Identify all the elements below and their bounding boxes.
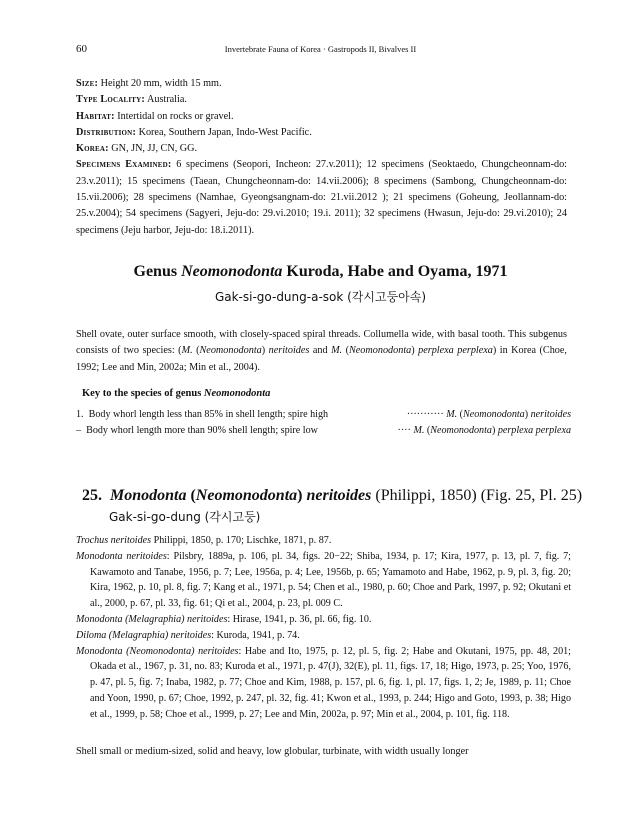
key-row: 1. Body whorl length less than 85% in shell length; spire high ··········· M. (Neomonodonta) neritoides	[76, 409, 571, 420]
species-heading: 25. Monodonta (Neomonodonta) neritoides (Philippi, 1850) (Fig. 25, Pl. 25)	[82, 487, 583, 504]
species-info-block	[76, 76, 567, 239]
korea-line: Korea: GN, JN, JJ, CN, GG.	[76, 143, 198, 155]
genus-korean-name: Gak-si-go-dung-a-sok (각시고둥아속)	[214, 290, 427, 304]
genus-description: Shell ovate, outer surface smooth, with closely-spaced spiral threads. Collumella wide, with basal tooth. This subgenus consists of two species: (M. (Neomonodonta) neritoides and M. (Neomonodonta) perplexa perplexa) in Korea (Choe, 1992; Lee and Min, 2002a; Min et al., 2004).	[76, 329, 567, 373]
synonymy-list	[76, 533, 571, 723]
size-line: Size: Height 20 mm, width 15 mm.	[76, 78, 222, 89]
distribution-line: Distribution: Korea, Southern Japan, Indo-West Pacific.	[76, 126, 312, 138]
habitat-line: Habitat: Intertidal on rocks or gravel.	[76, 110, 234, 122]
synonymy-entry: Trochus neritoides Philippi, 1850, p. 170; Lischke, 1871, p. 87.	[76, 535, 332, 546]
specimens-examined: Specimens Examined: 6 specimens (Seopori, Incheon: 27.v.2011); 12 specimens (Seoktaedo, Chungcheonnam-do: 23.v.2011); 15 specimens (Taean, Chungcheonnam-do: 14.vii.2006); 8 specimens (Sambong, Chungcheonnam-do: 15.vii.2006); 28 specimens (Namhae, Gyeongsangnam-do: 21.vii.2012 ); 21 specimens (Goheung, Jeollannam-do: 25.v.2004); 54 specimens (Sagyeri, Jeju-do: 29.vi.2010; 19.i. 2011); 32 specimens (Hwasun, Jeju-do: 29.vi.2010); 24 specimens (Jeju harbor, Jeju-do: 18.i.2011).	[76, 159, 568, 236]
page-number: 60	[76, 43, 87, 55]
synonymy-entry: Monodonta neritoides: Pilsbry, 1889a, p. 106, pl. 34, figs. 20−22; Shiba, 1934, p. 17; Kira, 1977, p. 13, pl. 7, fig. 7; Kawamoto and Tanabe, 1956, p. 7; Lee, 1956a, p. 4; Lee, 1956b, p. 65; Yamamoto and Habe, 1962, p. 9, pl. 3, fig. 20; Kira, 1962, p. 10, pl. 8, fig. 7; Kang et al., 1971, p. 54; Chen et al., 1980, p. 60; Choe and Park, 1997, p. 92; Okutani et al., 2000, p. 67, pl. 33, fig. 61; Qi et al., 2004, p. 23, pl. 009 C.	[76, 550, 571, 610]
key-title: Key to the species of genus Neomonodonta	[82, 388, 271, 399]
synonymy-entry: Diloma (Melagraphia) neritoides: Kuroda, 1941, p. 74.	[76, 629, 300, 641]
running-title: Invertebrate Fauna of Korea · Gastropods II, Bivalves II	[224, 44, 417, 54]
species-korean-name: Gak-si-go-dung (각시고둥)	[109, 510, 261, 524]
genus-heading: Genus Neomonodonta Kuroda, Habe and Oyama, 1971	[133, 263, 508, 280]
key-row: – Body whorl length more than 90% shell length; spire low ···· M. (Neomonodonta) perplexa perplexa	[76, 425, 571, 436]
species-description: Shell small or medium-sized, solid and heavy, low globular, turbinate, with width usually longer	[76, 746, 469, 757]
synonymy-entry: Monodonta (Melagraphia) neritoides: Hirase, 1941, p. 36, pl. 66, fig. 10.	[76, 613, 372, 625]
type-locality-line: Type Locality: Australia.	[76, 94, 187, 106]
synonymy-entry: Monodonta (Neomonodonta) neritoides: Habe and Ito, 1975, p. 12, pl. 5, fig. 2; Habe and Okutani, 1975, pp. 48, 201; Okada et al., 1967, p. 31, no. 83; Kuroda et al., 1971, p. 47(J), 32(E), pl. 11, figs. 17, 18; Higo, 1973, p. 25; Yoo, 1976, p. 47, pl. 5, fig. 7; Inaba, 1982, p. 77; Choe and Kim, 1988, p. 157, pl. 6, fig. 1, pl. 17, figs. 1, 2; Je, 1989, p. 11; Choe and Yoon, 1990, p. 67; Choe, 1992, p. 247, pl. 32, fig. 41; Kwon et al., 1993, p. 244; Higo and Goto, 1993, p. 38; Higo et al., 1999, p. 58; Choe et al., 1999, p. 27; Lee and Min, 2002a, p. 97; Min et al., 2004, p. 101, fig. 118.	[76, 645, 571, 720]
